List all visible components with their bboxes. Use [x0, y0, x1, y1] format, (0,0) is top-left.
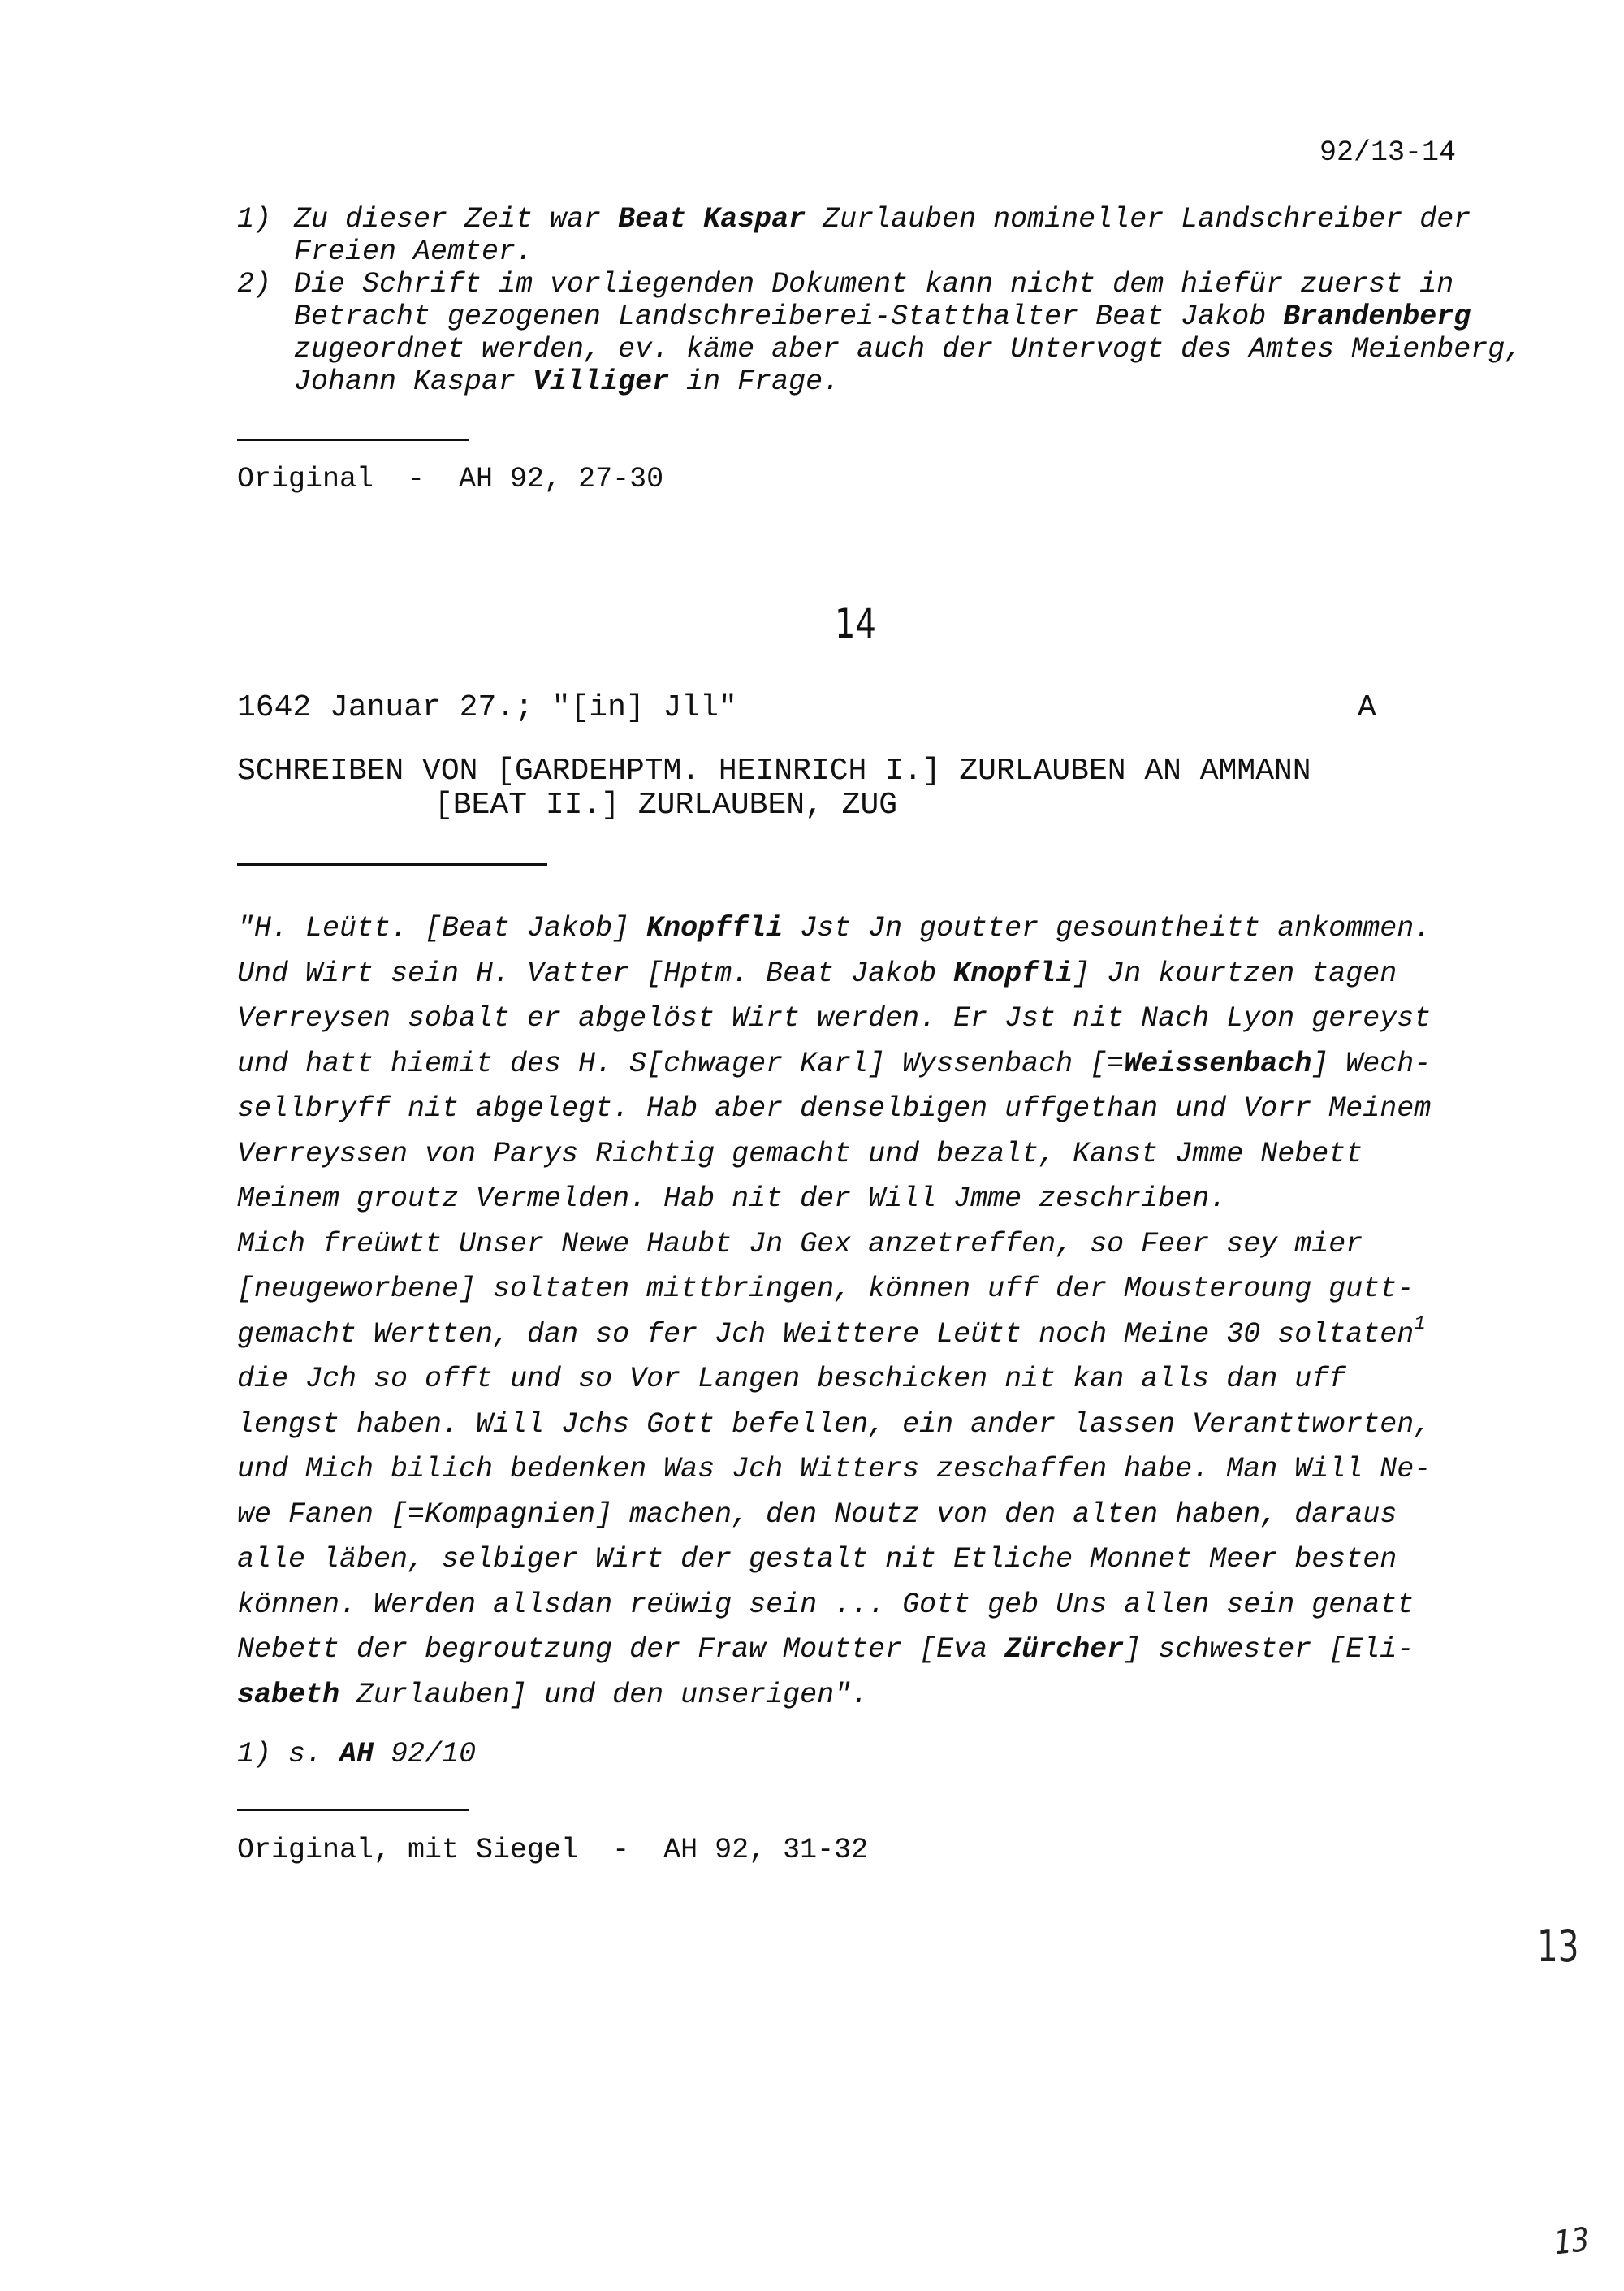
body-line: "H. Leütt. [Beat Jakob] Knopffli Jst Jn goutter gesountheitt ankommen. [237, 912, 1432, 944]
letter-footnote: 1) s. AH 92/10 [237, 1738, 477, 1770]
body-line: sellbryff nit abgelegt. Hab aber denselbigen uffgethan und Vorr Meinem [237, 1092, 1432, 1125]
body-line: sabeth Zurlauben] und den unserigen". [237, 1678, 869, 1711]
body-line: gemacht Wertten, dan so fer Jch Weittere Leütt noch Meine 30 soltaten$^1$ [237, 1312, 1426, 1351]
body-line: we Fanen [=Kompagnien] machen, den Noutz von den alten haben, daraus [237, 1498, 1397, 1531]
heading-line-2: [BEAT II.] ZURLAUBEN, ZUG [434, 788, 898, 823]
document-type-letter: A [1358, 690, 1376, 725]
previous-source-line: Original - AH 92, 27-30 [237, 463, 664, 495]
body-line: und Mich bilich bedenken Was Jch Witters zeschaffen habe. Man Will Ne- [237, 1453, 1432, 1485]
body-line: [neugeworbene] soltaten mittbringen, können uff der Mousteroung gutt- [237, 1273, 1415, 1305]
footnote-number: 2) [237, 268, 272, 300]
body-line: die Jch so offt und so Vor Langen beschicken nit kan alls dan uff [237, 1363, 1346, 1395]
body-line: Nebett der begroutzung der Fraw Moutter [Eva Zürcher] schwester [Eli- [237, 1633, 1415, 1666]
footnote-text: Freien Aemter. [294, 236, 533, 268]
document-number: 14 [835, 600, 876, 647]
footnote-line [237, 300, 1504, 333]
footnote-text: Johann Kaspar Villiger in Frage. [294, 365, 840, 398]
footnote-text: Zu dieser Zeit war Beat Kaspar Zurlauben nomineller Landschreiber der [294, 203, 1471, 236]
previous-document-footnotes [237, 203, 1522, 398]
body-line: und hatt hiemit des H. S[chwager Karl] Wyssenbach [=Weissenbach] Wech- [237, 1047, 1432, 1080]
separator-rule [237, 1809, 469, 1811]
page-reference: 92/13-14 [1320, 136, 1457, 169]
source-line: Original, mit Siegel - AH 92, 31-32 [237, 1834, 869, 1866]
body-line: alle läben, selbiger Wirt der gestalt nit Etliche Monnet Meer besten [237, 1543, 1397, 1576]
footnote-line [237, 268, 1504, 300]
footnote-line [237, 333, 1522, 365]
footnote-text: zugeordnet werden, ev. käme aber auch der Untervogt des Amtes Meienberg, [294, 333, 1522, 365]
document-date: 1642 Januar 27.; "[in] Jll" [237, 690, 737, 725]
body-line: Verreysen sobalt er abgelöst Wirt werden. Er Jst nit Nach Lyon gereyst [237, 1002, 1432, 1035]
handwritten-folio-number: 13 [1537, 1921, 1579, 1972]
footnote-number: 1) [237, 203, 272, 236]
footnote-text: Die Schrift im vorliegenden Dokument kann nicht dem hiefür zuerst in [294, 268, 1454, 300]
footnote-line [237, 236, 1504, 268]
handwritten-corner-number: 13 [1553, 2220, 1592, 2263]
body-line: Verreyssen von Parys Richtig gemacht und bezalt, Kanst Jmme Nebett [237, 1137, 1363, 1170]
separator-rule [237, 439, 469, 441]
heading-line-1: SCHREIBEN VON [GARDEHPTM. HEINRICH I.] ZURLAUBEN AN AMMANN [237, 754, 1311, 789]
body-line: lengst haben. Will Jchs Gott befellen, ein ander lassen Veranttworten, [237, 1407, 1432, 1441]
body-line: Mich freüwtt Unser Newe Haubt Jn Gex anzetreffen, so Feer sey mier [237, 1227, 1363, 1260]
separator-rule [237, 863, 547, 866]
footnote-text: Betracht gezogenen Landschreiberei-Statthalter Beat Jakob Brandenberg [294, 300, 1471, 333]
body-line: Und Wirt sein H. Vatter [Hptm. Beat Jakob Knopfli] Jn kourtzen tagen [237, 957, 1397, 990]
footnote-line [237, 203, 1504, 236]
body-line: können. Werden allsdan reüwig sein ... Gott geb Uns allen sein genatt [237, 1588, 1415, 1621]
body-line: Meinem groutz Vermelden. Hab nit der Will Jmme zeschriben. [237, 1182, 1227, 1215]
footnote-line [237, 365, 1504, 398]
